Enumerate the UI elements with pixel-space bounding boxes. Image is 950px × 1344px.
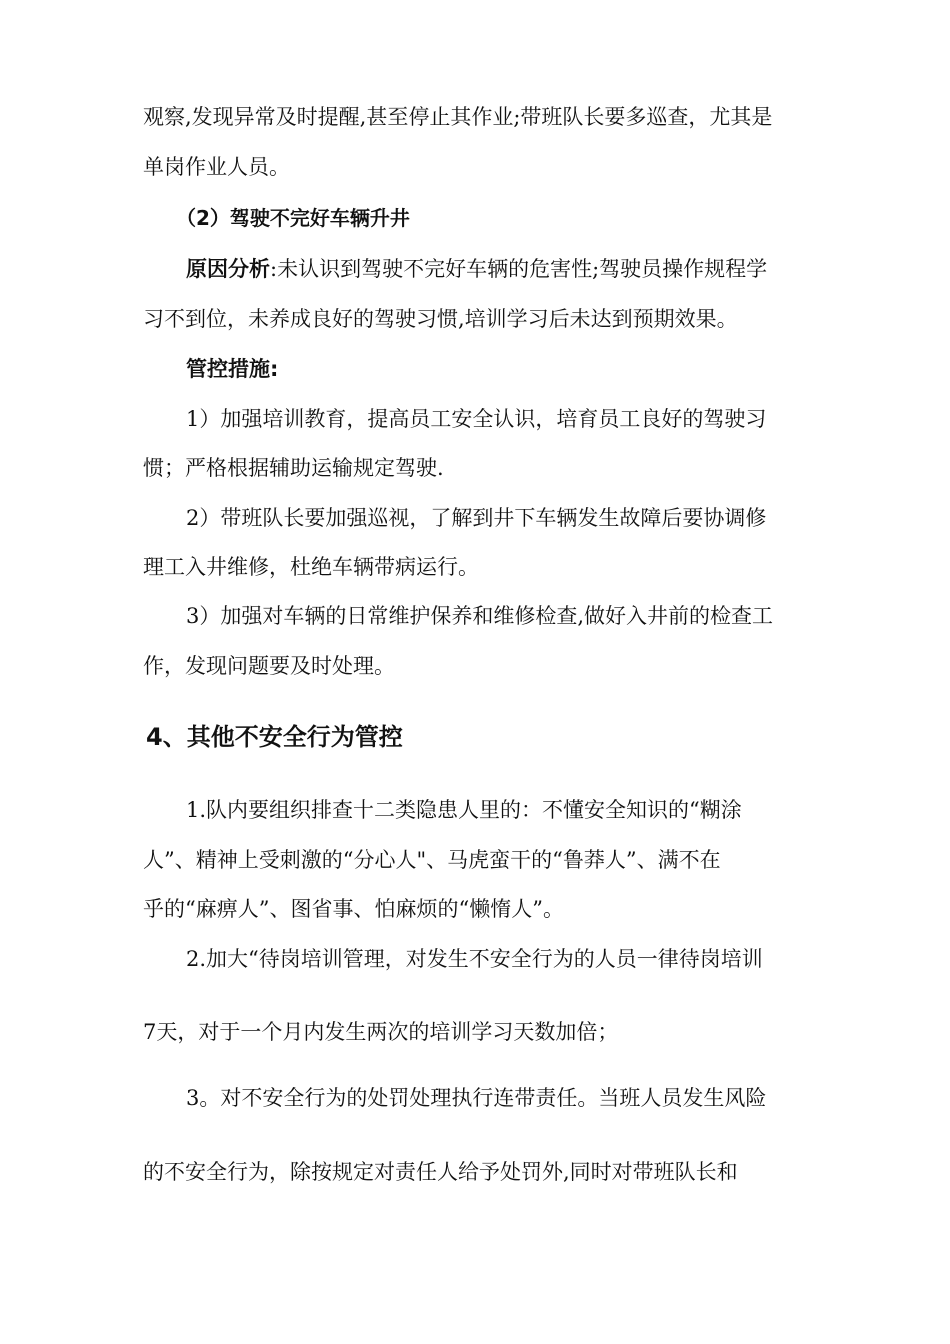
measure-2-line: 理工入井维修，杜绝车辆带病运行。 bbox=[143, 555, 479, 579]
measure-3-line: 3）加强对车辆的日常维护保养和维修检查,做好入井前的检查工 bbox=[186, 604, 774, 628]
measure-2-line: 2）带班队长要加强巡视，了解到井下车辆发生故障后要协调修 bbox=[186, 506, 767, 530]
text-line: 观察,发现异常及时提醒,甚至停止其作业;带班队长要多巡查，尤其是 bbox=[143, 105, 773, 129]
cause-analysis-text: :未认识到驾驶不完好车辆的危害性;驾驶员操作规程学 bbox=[270, 257, 768, 281]
cause-analysis-line bbox=[186, 254, 866, 284]
paragraph-2-line: 2.加大“待岗培训管理，对发生不安全行为的人员一律待岗培训 bbox=[186, 947, 763, 971]
paragraph-1-line: 乎的“麻痹人”、图省事、怕麻烦的“懒惰人”。 bbox=[143, 897, 564, 921]
text-line: 单岗作业人员。 bbox=[143, 155, 290, 179]
subheading-driving-unsound-vehicle: （2）驾驶不完好车辆升井 bbox=[176, 206, 410, 230]
paragraph-1-line: 1.队内要组织排查十二类隐患人里的：不懂安全知识的“糊涂 bbox=[186, 798, 742, 822]
paragraph-2-line: 7天，对于一个月内发生两次的培训学习天数加倍； bbox=[143, 1020, 619, 1044]
paragraph-3-line: 的不安全行为，除按规定对责任人给予处罚外,同时对带班队长和 bbox=[143, 1160, 738, 1184]
measure-3-line: 作，发现问题要及时处理。 bbox=[143, 654, 395, 678]
control-measures-label: 管控措施: bbox=[186, 357, 279, 381]
measure-1-line: 惯；严格根据辅助运输规定驾驶. bbox=[143, 456, 444, 480]
section-4-heading: 4、其他不安全行为管控 bbox=[146, 723, 403, 751]
measure-1-line: 1）加强培训教育，提高员工安全认识，培育员工良好的驾驶习 bbox=[186, 407, 767, 431]
cause-analysis-label: 原因分析 bbox=[186, 257, 270, 281]
text-line: 习不到位，未养成良好的驾驶习惯,培训学习后未达到预期效果。 bbox=[143, 307, 738, 331]
paragraph-1-line: 人”、精神上受刺激的“分心人"、马虎蛮干的“鲁莽人”、满不在 bbox=[143, 848, 721, 872]
paragraph-3-line: 3。对不安全行为的处罚处理执行连带责任。当班人员发生风险 bbox=[186, 1086, 767, 1110]
